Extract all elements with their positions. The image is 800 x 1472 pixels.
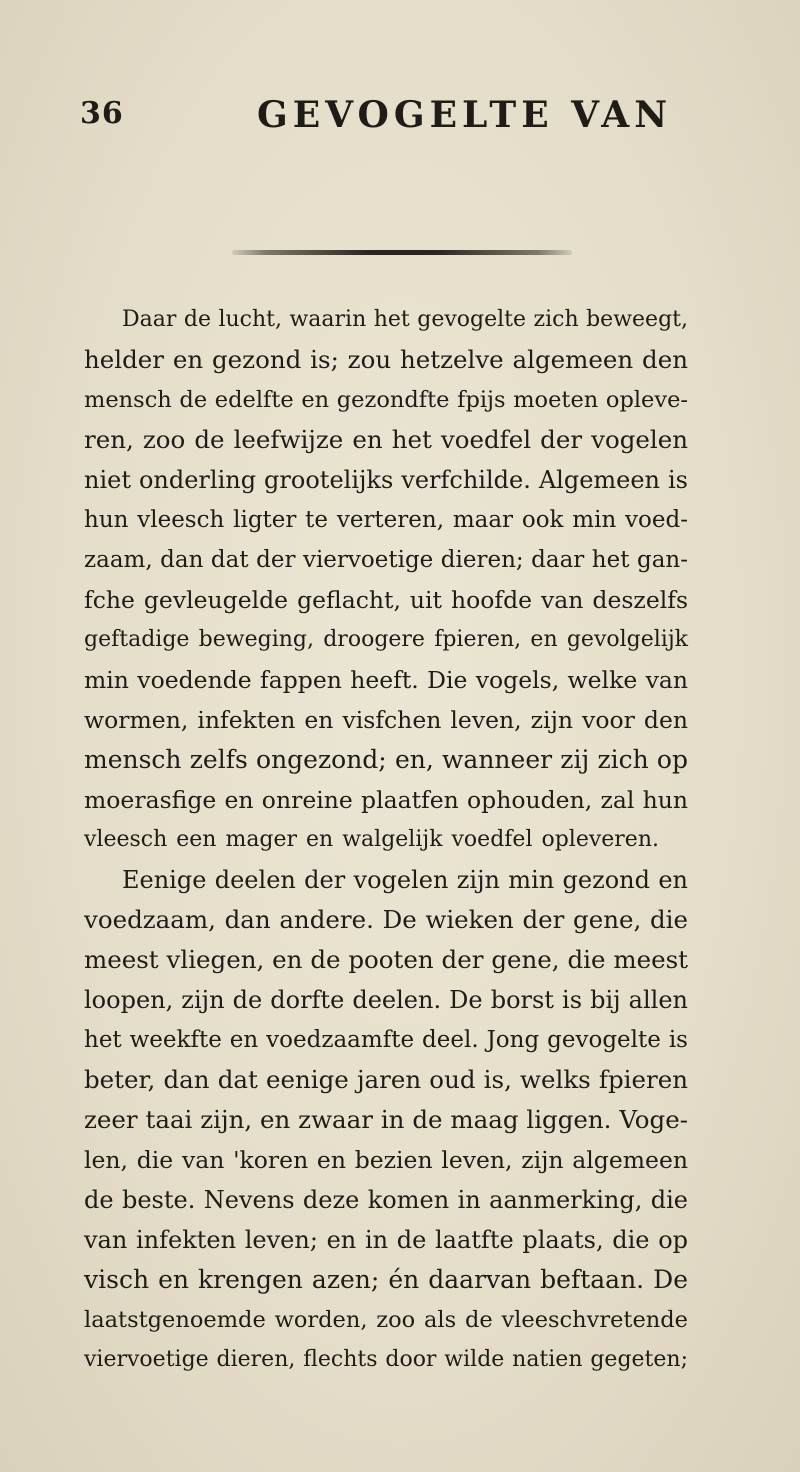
text-line-2: helder en gezond is; zou hetzelve algemeen den — [84, 345, 688, 374]
text-line-20: beter, dan dat eenige jaren oud is, welks fpieren — [84, 1065, 688, 1094]
text-line-6: hun vleesch ligter te verteren, maar ook min voed- — [84, 507, 688, 533]
text-line-13: moerasfige en onreine plaatfen ophouden, zal hun — [84, 786, 688, 814]
text-line-27: viervoetige dieren, flechts door wilde natien gegeten; — [84, 1347, 688, 1372]
text-line-14: vleesch een mager en walgelijk voedfel opleveren. — [84, 827, 659, 852]
text-line-9: geftadige beweging, droogere fpieren, en gevolgelijk — [84, 627, 688, 652]
text-line-19: het weekfte en voedzaamfte deel. Jong gevogelte is — [84, 1027, 688, 1053]
text-line-26: laatstgenoemde worden, zoo als de vleeschvretende — [84, 1307, 688, 1333]
page-header — [0, 92, 800, 142]
text-line-8: fche gevleugelde geflacht, uit hoofde van deszelfs — [84, 586, 688, 614]
text-line-15: Eenige deelen der vogelen zijn min gezond en — [122, 866, 688, 894]
bottom-margin — [84, 1384, 714, 1404]
running-title: GEVOGELTE VAN — [257, 94, 673, 136]
text-line-23: de beste. Nevens deze komen in aanmerking, die — [84, 1186, 688, 1214]
text-line-5: niet onderling grootelijks verfchilde. Algemeen is — [84, 466, 688, 494]
text-line-25: visch en krengen azen; én daarvan beftaan. De — [84, 1265, 688, 1294]
text-line-18: loopen, zijn de dorfte deelen. De borst is bij allen — [84, 986, 688, 1014]
text-line-21: zeer taai zijn, en zwaar in de maag liggen. Voge- — [84, 1105, 688, 1134]
ornament-rule — [232, 250, 572, 255]
text-line-16: voedzaam, dan andere. De wieken der gene, die — [84, 905, 688, 934]
text-line-3: mensch de edelfte en gezondfte fpijs moeten opleve- — [84, 387, 688, 413]
text-line-17: meest vliegen, en de pooten der gene, die meest — [84, 945, 688, 974]
text-line-12: mensch zelfs ongezond; en, wanneer zij zich op — [84, 745, 688, 774]
text-line-24: van infekten leven; en in de laatfte plaats, die op — [84, 1226, 688, 1254]
text-line-4: ren, zoo de leefwijze en het voedfel der vogelen — [84, 425, 688, 454]
text-line-1: Daar de lucht, waarin het gevogelte zich beweegt, — [122, 307, 688, 332]
text-line-10: min voedende fappen heeft. Die vogels, welke van — [84, 666, 688, 694]
text-line-7: zaam, dan dat der viervoetige dieren; daar het gan- — [84, 547, 688, 573]
text-line-11: wormen, infekten en visfchen leven, zijn voor den — [84, 706, 688, 734]
text-line-22: len, die van 'koren en bezien leven, zijn algemeen — [84, 1146, 688, 1174]
page-number: 36 — [80, 96, 124, 131]
